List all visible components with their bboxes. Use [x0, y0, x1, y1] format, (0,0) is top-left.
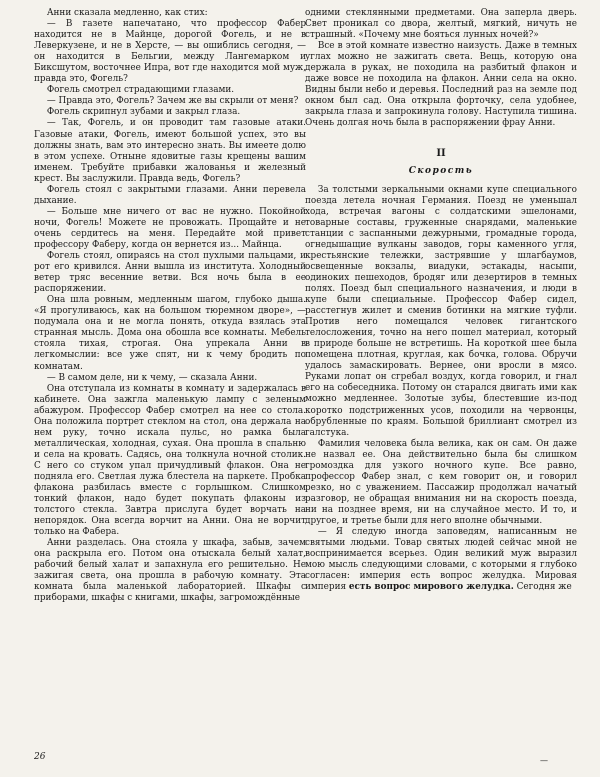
section-title: Скорость [408, 165, 474, 176]
paragraph: Фогель скрипнул зубами и закрыл глаза. [46, 107, 241, 118]
left-column [34, 8, 306, 605]
paragraph: — Правда это, Фогель? Зачем же вы скрыли от меня? [46, 96, 299, 107]
paragraph: — В газете напечатано, что профессор Фабер находится не в Майнце, дорогой Фогель, и не в Леверкузене, и не в Херсте, — вы ошиблись сегодня, — он находится в Бельгии, между Лангемарком и Биксшутом, восточнее Ипра, вот где находится мой муж, правда это, Фогель? [34, 19, 306, 85]
paragraph: Она шла ровным, медленным шагом, глубоко дыша. «Я прогуливаюсь, как на большом тюремном дворе», — подумала она и не могла понять, откуда взялась эта странная мысль. Дома она обошла все комнаты. Мебель стояла тихая, строгая. Она упрекала Анни в легкомыслии: все уже спят, ни к чему бродить по комнатам. [34, 295, 306, 372]
paragraph: одними стеклянными предметами. Она заперла дверь. Свет проникал со двора, желтый, мягкий, ничуть не страшный. «Почему мне бояться лунных ночей?» [305, 8, 577, 41]
paragraph: За толстыми зеркальными окнами купе специального поезда летела ночная Германия. Поезд не уменьшал хода, встречая вагоны с солдатскими эшелонами, товарные составы, груженные снарядами, маленькие станции с заспанными дежурными, громадные города, огнедышащие вулканы заводов, горы каменного угля, крестьянские тележки, застрявшие у шлагбаумов, освещенные вокзалы, виадуки, эстакады, насыпи, одиноких пешеходов, бродяг или дезертиров в темных полях. Поезд был специального назначения, и люди в купе были специальные. Профессор Фабер сидел, расстегнув жилет и сменив ботинки на мягкие туфли. Против него помещался человек гигантского телосложения, точно на него пошел материал, который в природе больше не встретишь. На короткой шее была помещена плотная, круглая, как бочка, голова. Обручи удалось замаскировать. Вернее, они вросли в мясо. Руками лопат он сгребал воздух, когда говорил, и гнал его на собеседника. Потому он старался двигать ими как можно медленнее. Золотые зубы, блестевшие из-под коротко подстриженных усов, походили на червонцы, обрубленные по краям. Большой бриллиант смотрел из галстука. [305, 184, 577, 438]
right-column-top [305, 8, 577, 130]
paragraph: Анни разделась. Она стояла у шкафа, забыв, зачем она раскрыла его. Потом она отыскала белый халат, рабочий белый халат и запахнула его решительно. Не зажигая света, она прошла в рабочую комнату. Эта комната была маленькой лабораторией. Шкафы с приборами, шкафы с книгами, шкафы, загромождённые [34, 538, 306, 604]
right-column [305, 8, 577, 593]
paragraph: Она отступала из комнаты в комнату и задержалась в кабинете. Она зажгла маленькую лампу с зеленым абажуром. Профессор Фабер смотрел на нее со стола. Она положила портрет стеклом на стол, она держала на нем руку, точно искала пульс, но рамка была металлическая, холодная, сухая. Она прошла в спальню и села на кровать. Садясь, она толкнула ночной столик. С него со стуком упал причудливый флакон. Она не подняла его. Светлая лужа блестела на паркете. Пробка флакона разбилась вместе с горлышком. Слишком тонкий флакон, надо будет покупать флаконы из толстого стекла. Завтра прислуга будет ворчать на непорядок. Она всегда ворчит на Анни. Она не ворчит только на Фабера. [34, 383, 306, 538]
paragraph: Фогель стоял, опираясь на стол пухлыми пальцами, и рот его кривился. Анни вышла из института. Холодный ветер тряс весенние ветви. Вся ночь была в ее распоряжении. [34, 251, 306, 295]
section-number: II [436, 147, 446, 159]
right-column-bottom [305, 185, 577, 527]
paragraph: — Так, Фогель, и он проводит там газовые атаки. Газовые атаки, Фогель, имеют большой успех, это вы должны знать, вам это интересно знать. Вы имеете долю в этом успехе. Отныне ядовитые газы крещены вашим именем. Требуйте прибавки жалованья и железный крест. Вы заслужили. Правда ведь, Фогель? [34, 118, 306, 184]
paragraph: — В самом деле, ни к чему, — сказала Анни. [46, 372, 258, 383]
paragraph-tail: Сегодня же [513, 582, 572, 593]
paragraph: Фамилия человека была велика, как он сам. Он даже не назвал ее. Она действительно была бы слишком громоздка для узкого ночного купе. Все равно, профессор Фабер знал, с кем говорит он, и говорил резко, но с уважением. Пассажир продолжал начатый разговор, не обращая внимания ни на скорость поезда, ни на позднее время, ни на случайное место. И то, и другое, и третье были для него вполне обычными. [305, 438, 577, 526]
paragraph-text: — Я следую иногда заповедям, написанным не святыми людьми. Товар святых людей сейчас мной не воспринимается всерьез. Один великий муж выразил мою мысль следующими словами, с которыми я глубоко согласен: империя есть вопрос желудка. Мировая империя [305, 527, 577, 593]
paragraph: — Больше мне ничего от вас не нужно. Покойной ночи, Фогель! Можете не провожать. Прощайте и не очень сердитесь на меня. Передайте мой привет профессору Фаберу, когда он вернется из... Майнца. [34, 206, 306, 250]
paragraph: Фогель смотрел страдающими глазами. [46, 85, 235, 96]
bold-phrase: есть вопрос мирового желудка. [348, 582, 514, 593]
page-number: 26 [34, 752, 46, 762]
paragraph [305, 527, 577, 593]
corner-mark: — [540, 756, 548, 765]
paragraph: Анни сказала медленно, как стих: [46, 8, 208, 18]
paragraph: Фогель стоял с закрытыми глазами. Анни перевела дыхание. [34, 184, 306, 206]
paragraph: Все в этой комнате известно наизусть. Даже в темных углах можно не зажигать света. Вещь, которую она держала в руках, не походила на разбитый флакон и даже вовсе не походила на флакон. Анни села на окно. Видны были небо и деревья. Последний раз на земле под окном был сад. Она открыла форточку, села удобнее, закрыла глаза и запрокинула голову. Наступила тишина. Очень долгая ночь была в распоряжении фрау Анни. [305, 41, 577, 129]
